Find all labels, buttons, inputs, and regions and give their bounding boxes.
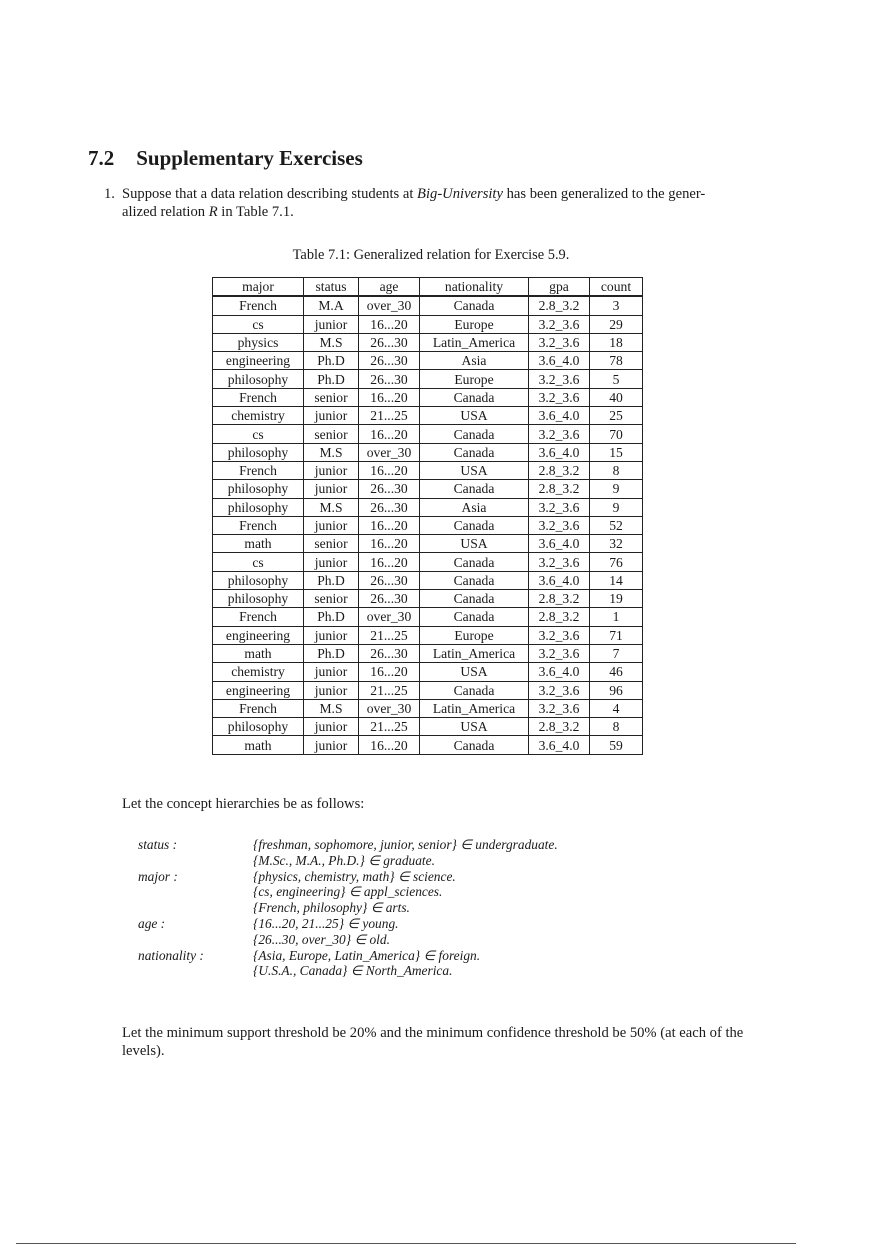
cell-status: junior [304, 461, 359, 479]
cell-count: 70 [590, 425, 643, 443]
cell-status: junior [304, 315, 359, 333]
hierarchy-label: age : [138, 915, 166, 931]
table-row [213, 571, 643, 589]
cell-gpa: 3.2_3.6 [529, 370, 590, 388]
hierarchy-line [138, 900, 558, 916]
cell-major: cs [213, 315, 304, 333]
relation-name: R [208, 204, 218, 220]
hierarchy-value: {French, philosophy} ∈ arts. [253, 900, 410, 916]
cell-nationality: USA [420, 663, 529, 681]
cell-age: 26...30 [359, 571, 420, 589]
cell-age: 21...25 [359, 626, 420, 644]
cell-count: 59 [590, 736, 643, 754]
hierarchy-label: nationality : [138, 947, 204, 963]
exercise-text-part: has been generalized to the gener- [502, 186, 706, 202]
cell-gpa: 3.2_3.6 [529, 388, 590, 406]
cell-age: 21...25 [359, 681, 420, 699]
cell-gpa: 3.6_4.0 [529, 443, 590, 461]
header-gpa: gpa [529, 278, 590, 297]
table-row [213, 370, 643, 388]
cell-status: M.S [304, 498, 359, 516]
cell-major: math [213, 736, 304, 754]
table-row [213, 608, 643, 626]
cell-gpa: 3.6_4.0 [529, 663, 590, 681]
cell-major: philosophy [213, 718, 304, 736]
hierarchy-value: {physics, chemistry, math} ∈ science. [253, 868, 456, 884]
cell-status: junior [304, 407, 359, 425]
cell-count: 8 [590, 718, 643, 736]
cell-nationality: Canada [420, 296, 529, 315]
hierarchy-intro: Let the concept hierarchies be as follows: [122, 796, 365, 812]
cell-nationality: Latin_America [420, 333, 529, 351]
cell-nationality: Canada [420, 736, 529, 754]
hierarchy-label [138, 884, 253, 900]
table-row [213, 425, 643, 443]
cell-nationality: Asia [420, 352, 529, 370]
table-row [213, 590, 643, 608]
cell-count: 46 [590, 663, 643, 681]
cell-status: Ph.D [304, 644, 359, 662]
section-title: Supplementary Exercises [136, 146, 363, 170]
header-major: major [213, 278, 304, 297]
hierarchy-value: {cs, engineering} ∈ appl_sciences. [253, 884, 443, 900]
cell-major: French [213, 296, 304, 315]
exercise-text [122, 185, 780, 221]
cell-nationality: Canada [420, 553, 529, 571]
cell-status: M.A [304, 296, 359, 315]
cell-age: 26...30 [359, 352, 420, 370]
concept-hierarchies [138, 837, 558, 979]
exercise-text-part: alized relation [122, 204, 209, 220]
cell-age: 16...20 [359, 553, 420, 571]
header-nationality: nationality [420, 278, 529, 297]
cell-count: 78 [590, 352, 643, 370]
cell-gpa: 3.2_3.6 [529, 315, 590, 333]
table-row [213, 663, 643, 681]
cell-age: 16...20 [359, 461, 420, 479]
cell-count: 1 [590, 608, 643, 626]
cell-major: French [213, 461, 304, 479]
cell-major: philosophy [213, 480, 304, 498]
cell-age: 26...30 [359, 498, 420, 516]
hierarchy-label [138, 932, 253, 948]
hierarchy-label: major : [138, 868, 178, 884]
cell-status: junior [304, 480, 359, 498]
hierarchy-value: {freshman, sophomore, junior, senior} ∈ undergraduate. [253, 837, 558, 852]
cell-major: philosophy [213, 443, 304, 461]
cell-count: 3 [590, 296, 643, 315]
cell-major: chemistry [213, 663, 304, 681]
hierarchy-label: status : [138, 837, 178, 852]
cell-age: 26...30 [359, 333, 420, 351]
table-row [213, 480, 643, 498]
cell-count: 96 [590, 681, 643, 699]
cell-major: French [213, 699, 304, 717]
cell-age: 16...20 [359, 535, 420, 553]
cell-major: French [213, 516, 304, 534]
cell-age: 26...30 [359, 590, 420, 608]
cell-nationality: Canada [420, 608, 529, 626]
cell-status: M.S [304, 443, 359, 461]
cell-status: junior [304, 626, 359, 644]
cell-gpa: 3.6_4.0 [529, 352, 590, 370]
hierarchy-line [138, 948, 558, 964]
section-number: 7.2 [88, 146, 115, 170]
table-row [213, 736, 643, 754]
cell-nationality: Canada [420, 443, 529, 461]
relation-table [212, 277, 643, 755]
header-count: count [590, 278, 643, 297]
cell-nationality: Canada [420, 681, 529, 699]
cell-nationality: USA [420, 461, 529, 479]
cell-age: 16...20 [359, 736, 420, 754]
cell-nationality: Canada [420, 480, 529, 498]
closing-paragraph: Let the minimum support threshold be 20% and the minimum confidence threshold be 50% (at each of the levels). [122, 1025, 744, 1059]
exercise-text-part: in Table 7.1. [217, 204, 294, 220]
hierarchy-line [138, 869, 558, 885]
table-row [213, 296, 643, 315]
cell-major: engineering [213, 352, 304, 370]
header-status: status [304, 278, 359, 297]
hierarchy-value: {U.S.A., Canada} ∈ North_America. [253, 963, 453, 979]
cell-count: 25 [590, 407, 643, 425]
table-row [213, 535, 643, 553]
cell-major: math [213, 535, 304, 553]
cell-nationality: USA [420, 718, 529, 736]
table-row [213, 352, 643, 370]
table-row [213, 498, 643, 516]
hierarchy-label [138, 900, 253, 916]
cell-count: 14 [590, 571, 643, 589]
cell-nationality: Canada [420, 425, 529, 443]
table-row [213, 681, 643, 699]
table-header-row [213, 278, 643, 297]
cell-status: junior [304, 681, 359, 699]
table-row [213, 333, 643, 351]
cell-status: Ph.D [304, 370, 359, 388]
cell-major: philosophy [213, 370, 304, 388]
cell-major: philosophy [213, 590, 304, 608]
footer-rule [16, 1243, 796, 1244]
cell-count: 29 [590, 315, 643, 333]
cell-age: 16...20 [359, 315, 420, 333]
cell-major: engineering [213, 681, 304, 699]
cell-status: junior [304, 718, 359, 736]
cell-nationality: Canada [420, 590, 529, 608]
cell-age: 26...30 [359, 644, 420, 662]
cell-gpa: 3.6_4.0 [529, 571, 590, 589]
exercise-label: 1. [104, 186, 115, 202]
cell-gpa: 3.2_3.6 [529, 699, 590, 717]
cell-major: cs [213, 553, 304, 571]
exercise-item [104, 185, 780, 221]
table-row [213, 553, 643, 571]
hierarchy-value: {26...30, over_30} ∈ old. [253, 931, 390, 947]
table-row [213, 626, 643, 644]
table-row [213, 644, 643, 662]
cell-nationality: Latin_America [420, 699, 529, 717]
cell-count: 5 [590, 370, 643, 388]
cell-count: 76 [590, 553, 643, 571]
cell-nationality: Canada [420, 571, 529, 589]
cell-major: French [213, 608, 304, 626]
cell-nationality: Asia [420, 498, 529, 516]
cell-gpa: 3.2_3.6 [529, 644, 590, 662]
cell-gpa: 3.2_3.6 [529, 681, 590, 699]
cell-age: over_30 [359, 443, 420, 461]
cell-status: M.S [304, 333, 359, 351]
cell-nationality: USA [420, 535, 529, 553]
cell-age: 21...25 [359, 718, 420, 736]
university-name: Big-University [417, 186, 503, 202]
exercise-text-part: Suppose that a data relation describing students at [122, 186, 418, 202]
cell-nationality: Europe [420, 315, 529, 333]
table-row [213, 516, 643, 534]
hierarchy-label [138, 853, 253, 869]
cell-nationality: Latin_America [420, 644, 529, 662]
cell-major: philosophy [213, 571, 304, 589]
hierarchy-value: {M.Sc., M.A., Ph.D.} ∈ graduate. [253, 852, 435, 868]
cell-count: 9 [590, 498, 643, 516]
cell-status: Ph.D [304, 352, 359, 370]
cell-count: 18 [590, 333, 643, 351]
cell-gpa: 2.8_3.2 [529, 461, 590, 479]
cell-gpa: 3.6_4.0 [529, 736, 590, 754]
cell-nationality: Europe [420, 626, 529, 644]
cell-count: 19 [590, 590, 643, 608]
hierarchy-line [138, 837, 558, 853]
cell-age: over_30 [359, 296, 420, 315]
table-row [213, 388, 643, 406]
cell-count: 9 [590, 480, 643, 498]
hierarchy-label [138, 963, 253, 979]
table-row [213, 699, 643, 717]
table-row [213, 407, 643, 425]
cell-gpa: 3.2_3.6 [529, 498, 590, 516]
cell-gpa: 3.2_3.6 [529, 626, 590, 644]
cell-age: 16...20 [359, 663, 420, 681]
section-heading [88, 146, 363, 171]
hierarchy-value: {Asia, Europe, Latin_America} ∈ foreign. [253, 947, 481, 963]
cell-nationality: USA [420, 407, 529, 425]
cell-major: French [213, 388, 304, 406]
hierarchy-line [138, 932, 558, 948]
cell-status: Ph.D [304, 571, 359, 589]
table-row [213, 461, 643, 479]
table-row [213, 718, 643, 736]
cell-age: over_30 [359, 608, 420, 626]
cell-count: 4 [590, 699, 643, 717]
cell-age: 16...20 [359, 425, 420, 443]
cell-count: 7 [590, 644, 643, 662]
cell-status: junior [304, 663, 359, 681]
table-caption: Table 7.1: Generalized relation for Exercise 5.9. [292, 247, 570, 263]
cell-major: engineering [213, 626, 304, 644]
cell-count: 15 [590, 443, 643, 461]
cell-age: 26...30 [359, 480, 420, 498]
cell-count: 40 [590, 388, 643, 406]
table-row [213, 443, 643, 461]
cell-major: philosophy [213, 498, 304, 516]
hierarchy-line [138, 916, 558, 932]
cell-age: 16...20 [359, 388, 420, 406]
header-age: age [359, 278, 420, 297]
cell-gpa: 2.8_3.2 [529, 480, 590, 498]
cell-status: junior [304, 736, 359, 754]
cell-nationality: Canada [420, 388, 529, 406]
hierarchy-line [138, 963, 558, 979]
cell-age: 26...30 [359, 370, 420, 388]
cell-age: 21...25 [359, 407, 420, 425]
cell-gpa: 3.6_4.0 [529, 407, 590, 425]
cell-status: senior [304, 425, 359, 443]
table-row [213, 315, 643, 333]
cell-status: junior [304, 553, 359, 571]
cell-status: senior [304, 590, 359, 608]
hierarchy-line [138, 853, 558, 869]
cell-gpa: 3.6_4.0 [529, 535, 590, 553]
cell-major: cs [213, 425, 304, 443]
cell-age: 16...20 [359, 516, 420, 534]
hierarchy-line [138, 884, 558, 900]
cell-status: M.S [304, 699, 359, 717]
cell-major: math [213, 644, 304, 662]
cell-gpa: 3.2_3.6 [529, 333, 590, 351]
cell-count: 32 [590, 535, 643, 553]
cell-gpa: 2.8_3.2 [529, 608, 590, 626]
cell-major: chemistry [213, 407, 304, 425]
cell-gpa: 3.2_3.6 [529, 425, 590, 443]
cell-gpa: 3.2_3.6 [529, 516, 590, 534]
cell-major: physics [213, 333, 304, 351]
cell-count: 52 [590, 516, 643, 534]
cell-age: over_30 [359, 699, 420, 717]
cell-nationality: Europe [420, 370, 529, 388]
cell-status: Ph.D [304, 608, 359, 626]
cell-count: 8 [590, 461, 643, 479]
cell-status: senior [304, 388, 359, 406]
cell-gpa: 2.8_3.2 [529, 590, 590, 608]
cell-gpa: 2.8_3.2 [529, 718, 590, 736]
cell-nationality: Canada [420, 516, 529, 534]
cell-gpa: 3.2_3.6 [529, 553, 590, 571]
hierarchy-value: {16...20, 21...25} ∈ young. [253, 915, 399, 931]
cell-status: senior [304, 535, 359, 553]
cell-count: 71 [590, 626, 643, 644]
cell-gpa: 2.8_3.2 [529, 296, 590, 315]
cell-status: junior [304, 516, 359, 534]
